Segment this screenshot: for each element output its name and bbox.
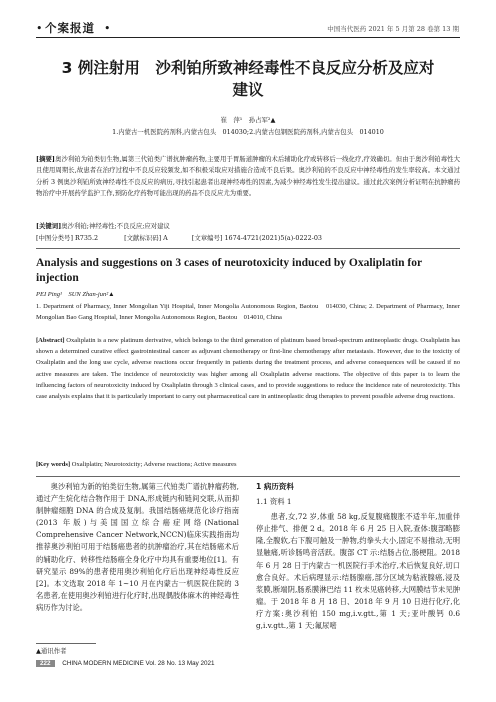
subsection-heading-1-1: 1.1 资料 1 [256,497,292,507]
keywords-cn [36,221,460,232]
body-left-column: 奥沙利铂为新的铂类衍生物,属第三代铂类广谱抗肿瘤药物,通过产生烷化结合物作用于 DNA,形成链内和链间交联,从而抑制肿瘤细胞 DNA 的合成及复制。我国结肠癌规范化诊疗指南(2013 年版)与美国国立综合癌症网络(National Comprehensive Cancer Network,NCCN)临床实践指南均推荐奥沙利铂可用于结肠癌患者的抗肿瘤治疗,其在结肠癌术后的辅助化疗、转移性结肠癌全身化疗中均具有重要地位[1]。有研究显示 89%的患者使用奥沙利铂化疗后出现神经毒性反应[2]。本文选取 2018 年 1~10 月在内蒙古一机医院住院的 3 名患者,在使用奥沙利铂进行化疗时,出现偶肢体麻木的神经毒性病历作为讨论。 [36,482,239,612]
keywords-cn-label: [关键词] [36,222,62,230]
section-dot-right: • [104,22,111,35]
affiliation-en: 1. Department of Pharmacy, Inner Mongolian Yiji Hospital, Inner Mongolia Autonomous Region, Baotou 014030, China; 2. Department of Pharmacy, Inner Mongolian Bao Gang Hospital, Inner Mongolia Autonomous Region, Baotou 014010, China [36,303,460,322]
section-dot-left: • [36,22,43,35]
page-footer [36,660,215,667]
english-rule [36,476,460,477]
case-1-text: 患者,女,72 岁,体重 58 kg,反复腹痛腹胀不适半年,加重伴停止排气、排便 2 d。2018 年 6 月 25 日入院,查体:腹部略膨隆,全腹软,右下腹可触及一肿物,约拳头大小,固定不易推动,无明显触痛,听诊肠鸣音活跃。腹部 CT 示:结肠占位,肠梗阻。2018 年 6 月 28 日于内蒙古一机医院行手术治疗,术后恢复良好,切口愈合良好。术后病理显示:结肠腺癌,部分区域为粘液腺癌,浸及浆膜,断端阴,肠系膜淋巴结 11 枚未见癌转移,大网膜结节未见肿瘤。于 2018 年 8 月 18 日、2018 年 9 月 10 日进行化疗,化疗方案:奥沙利铂 150 mg,i.v.gtt.,第 1 天;亚叶酸钙 0.6 g,i.v.gtt.,第 1 天;氟尿嘧 [256,512,460,631]
page-number: 222 [36,660,55,667]
keywords-en-label: [Key words] [36,461,71,468]
keywords-en [36,459,460,470]
section-heading-1: 1 病历资料 [256,482,294,491]
article-number: [文章编号] 1674-4721(2021)5(a)-0222-03 [191,234,322,242]
abstract-cn-text: 奥沙利铂为铂类衍生物,属第三代铂类广谱抗肿瘤药物,主要用于胃肠道肿瘤的术后辅助化疗或转移后一线化疗,疗效确切。但由于奥沙利铂毒性大且使用周期长,故患者在治疗过程中不良反应较频发,如不积极采取应对措施合造成不良后果。奥沙利铂的不良反应中神经毒性的发生率较高。本文通过分析 3 例奥沙利铂所致神经毒性不良反应的病历,寻找引起患者出现神经毒性的因素,为减少神经毒性发生提出建议。通过此次案例分析证明在抗肿瘤药物治疗中开展药学监护工作,预防化疗药物可能出现的药品不良反应尤为重要。 [36,155,460,197]
classification-line [36,233,460,244]
abstract-rule [36,248,460,249]
article-title-cn: 3 例注射用 沙利铂所致神经毒性不良反应分析及应对建议 [61,59,435,99]
footer-journal: CHINA MODERN MEDICINE Vol. 28 No. 13 May 2021 [62,660,215,667]
keywords-cn-text: 奥沙利铂;神经毒性;不良反应;应对建议 [61,222,170,230]
section-label: 个案报道 [45,21,95,35]
corresponding-author-note: ▲通讯作者 [36,647,67,655]
article-title-en: Analysis and suggestions on 3 cases of neurotoxicity induced by Oxaliplatin for injection [36,257,422,284]
body-right-column [256,481,460,632]
journal-info: 中国当代医药 2021 年 5 月第 28 卷第 13 期 [327,25,459,33]
footnote-rule [36,643,96,644]
authors-en: PEI Ping¹ SUN Zhan-jun²▲ [36,291,115,298]
abstract-cn-label: [摘要] [36,155,55,163]
affiliation-cn: 1.内蒙古一机医院药剂科,内蒙古包头 014030;2.内蒙古包钢医院药剂科,内蒙古包头 014010 [112,128,384,136]
doc-code: [文献标识码] A [124,234,168,242]
abstract-en-label: [Abstract] [36,337,65,344]
authors-cn: 崔 萍¹ 孙占军²▲ [220,116,276,124]
abstract-en-text: Oxaliplatin is a new platinum derivative, which belongs to the third generation of platinum based broad-spectrum antineoplastic drugs. Oxaliplatin has shown a determined curative effect gastrointestinal cancer as adjuvant chemotherapy or first-line chemotherapy after metastasis. However, due to the toxicity of Oxaliplatin and the long use cycle, adverse reactions occur frequently in patients during the treatment process, and adverse consequences will be caused if no active measures are taken. The incidence of neurotoxicity was higher among all Oxaliplatin adverse reactions. The objective of this paper is to learn the influencing factors of neurotoxicity induced by Oxaliplatin through 3 clinical cases, and to provide suggestions to reduce the incidence rate of neurotoxicity. This case analysis explains that it is particularly important to carry out pharmaceutical care in antineoplastic drug therapies to prevent possible adverse drug reactions. [36,337,461,401]
keywords-en-text: Oxaliplatin; Neurotoxicity; Adverse reactions; Active measures [71,461,237,468]
clc-code: [中图分类号] R735.2 [36,234,99,242]
abstract-en [36,335,460,402]
abstract-cn [36,154,460,199]
header-rule [36,37,460,38]
